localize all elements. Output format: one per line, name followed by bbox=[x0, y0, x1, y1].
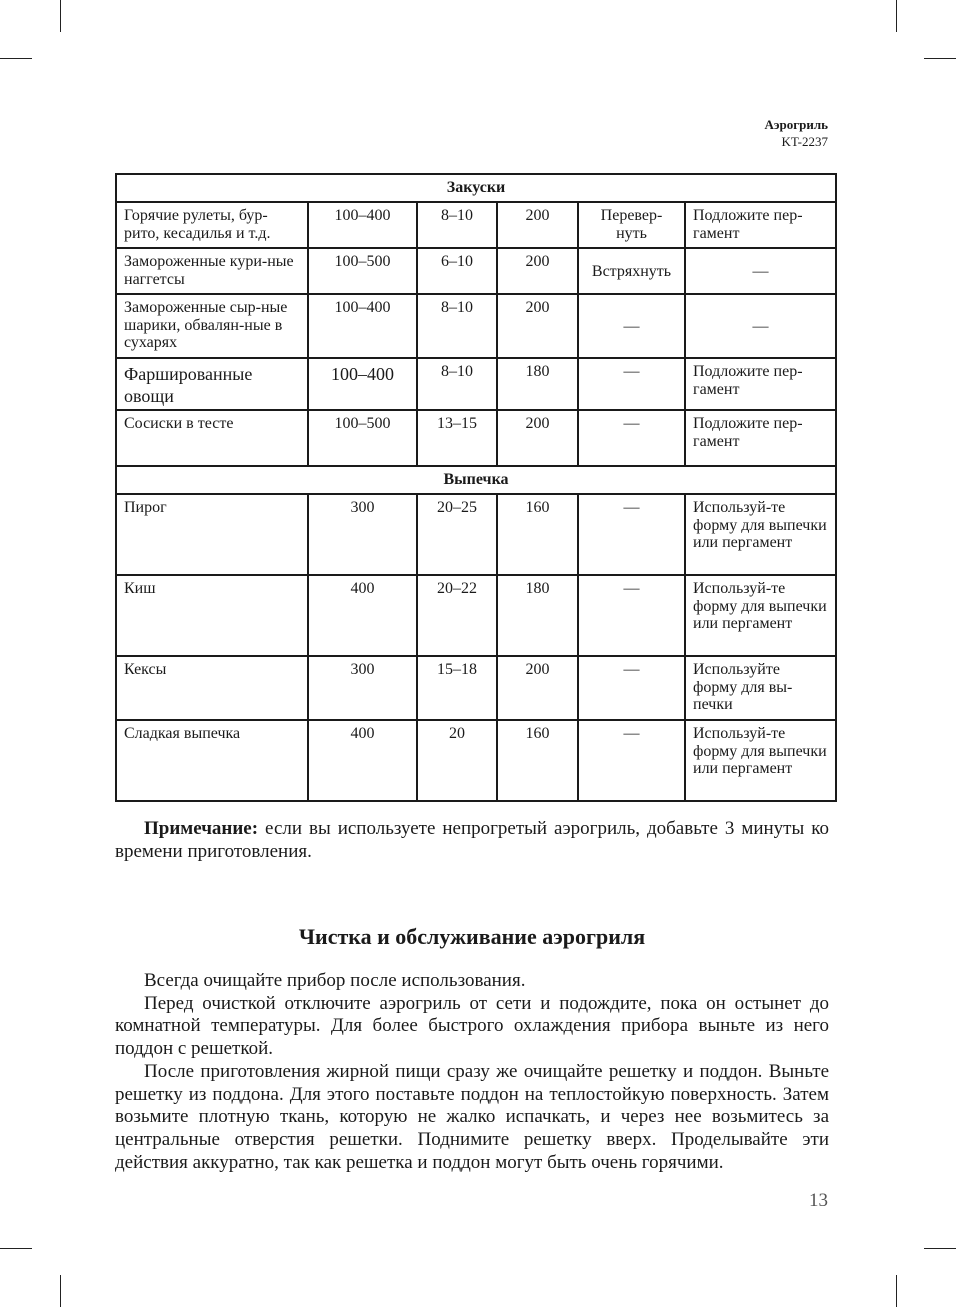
section-title: Закуски bbox=[116, 174, 836, 202]
table-row bbox=[116, 656, 836, 720]
note-text: если вы используете непрогретый аэрогриль, добавьте 3 минуты ко времени приготовления. bbox=[115, 818, 829, 862]
weight-cell: 100–400 bbox=[308, 202, 417, 248]
section-title: Выпечка bbox=[116, 466, 836, 494]
table-row bbox=[116, 358, 836, 410]
weight-cell: 100–500 bbox=[308, 410, 417, 466]
action-cell: — bbox=[578, 494, 685, 575]
temp-cell: 160 bbox=[497, 720, 578, 801]
food-name: Кексы bbox=[116, 656, 308, 720]
weight-cell: 400 bbox=[308, 575, 417, 656]
note-paragraph bbox=[115, 817, 829, 863]
tip-cell: Используй-те форму для выпечки или пергамент bbox=[685, 575, 836, 656]
action-cell: — bbox=[578, 656, 685, 720]
food-name: Пирог bbox=[116, 494, 308, 575]
food-name: Сосиски в тесте bbox=[116, 410, 308, 466]
time-cell: 6–10 bbox=[417, 248, 497, 294]
time-cell: 8–10 bbox=[417, 294, 497, 358]
temp-cell: 160 bbox=[497, 494, 578, 575]
tip-cell: Используй-те форму для выпечки или пергамент bbox=[685, 720, 836, 801]
time-cell: 20–25 bbox=[417, 494, 497, 575]
temp-cell: 200 bbox=[497, 202, 578, 248]
paragraph: После приготовления жирной пищи сразу же очищайте решетку и поддон. Выньте решетку из поддона. Для этого поставьте поддон на теплостойкую поверхность. Затем возьмите плотную ткань, которую не жалко испачкать, и через нее возьмитесь за центральные отверстия решетки. Поднимите решетку вверх. Проделывайте эти действия аккуратно, так как решетка и поддон могут быть очень горячими. bbox=[115, 1060, 829, 1173]
action-cell: — bbox=[578, 410, 685, 466]
weight-cell: 300 bbox=[308, 494, 417, 575]
time-cell: 20–22 bbox=[417, 575, 497, 656]
header-model: KT-2237 bbox=[781, 134, 828, 149]
food-name: Сладкая выпечка bbox=[116, 720, 308, 801]
weight-cell: 100–400 bbox=[308, 294, 417, 358]
tip-cell: Подложите пер-гамент bbox=[685, 410, 836, 466]
time-cell: 8–10 bbox=[417, 202, 497, 248]
time-cell: 15–18 bbox=[417, 656, 497, 720]
food-name: Фаршированные овощи bbox=[116, 358, 308, 410]
action-cell: — bbox=[578, 720, 685, 801]
tip-cell: Подложите пер-гамент bbox=[685, 202, 836, 248]
tip-cell: Подложите пер-гамент bbox=[685, 358, 836, 410]
crop-mark bbox=[60, 1275, 61, 1307]
table-row bbox=[116, 294, 836, 358]
action-cell: Перевер-нуть bbox=[578, 202, 685, 248]
section-header-row bbox=[116, 174, 836, 202]
tip-cell: — bbox=[685, 294, 836, 358]
note-label: Примечание: bbox=[144, 818, 259, 839]
action-cell: — bbox=[578, 575, 685, 656]
table-row bbox=[116, 202, 836, 248]
paragraph: Перед очисткой отключите аэрогриль от сети и подождите, пока он остынет до комнатной температуры. Для более быстрого охлаждения прибора выньте из него поддон с решеткой. bbox=[115, 992, 829, 1060]
tip-cell: — bbox=[685, 248, 836, 294]
temp-cell: 200 bbox=[497, 656, 578, 720]
header-brand: Аэрогриль bbox=[764, 117, 828, 132]
temp-cell: 180 bbox=[497, 575, 578, 656]
food-name: Киш bbox=[116, 575, 308, 656]
weight-cell: 400 bbox=[308, 720, 417, 801]
action-cell: Встряхнуть bbox=[578, 248, 685, 294]
crop-mark bbox=[896, 1275, 897, 1307]
crop-mark bbox=[924, 58, 956, 59]
crop-mark bbox=[0, 1248, 32, 1249]
weight-cell: 100–400 bbox=[308, 358, 417, 410]
running-header bbox=[764, 116, 828, 150]
table-row bbox=[116, 248, 836, 294]
time-cell: 8–10 bbox=[417, 358, 497, 410]
weight-cell: 100–500 bbox=[308, 248, 417, 294]
crop-mark bbox=[0, 58, 32, 59]
page-number: 13 bbox=[809, 1190, 828, 1211]
cleaning-text bbox=[115, 970, 829, 1174]
temp-cell: 200 bbox=[497, 248, 578, 294]
temp-cell: 200 bbox=[497, 410, 578, 466]
crop-mark bbox=[924, 1248, 956, 1249]
time-cell: 20 bbox=[417, 720, 497, 801]
food-name: Горячие рулеты, бур-рито, кесадилья и т.д. bbox=[116, 202, 308, 248]
weight-cell: 300 bbox=[308, 656, 417, 720]
paragraph: Всегда очищайте прибор после использования. bbox=[144, 970, 526, 991]
temp-cell: 180 bbox=[497, 358, 578, 410]
time-cell: 13–15 bbox=[417, 410, 497, 466]
section-header-row bbox=[116, 466, 836, 494]
table-row bbox=[116, 410, 836, 466]
action-cell: — bbox=[578, 358, 685, 410]
table-row bbox=[116, 494, 836, 575]
crop-mark bbox=[896, 0, 897, 32]
section-heading: Чистка и обслуживание аэрогриля bbox=[298, 924, 646, 949]
table-row bbox=[116, 720, 836, 801]
action-cell: — bbox=[578, 294, 685, 358]
food-name: Замороженные сыр-ные шарики, обвалян-ные в сухарях bbox=[116, 294, 308, 358]
crop-mark bbox=[60, 0, 61, 32]
cooking-table bbox=[115, 173, 837, 802]
tip-cell: Используйте форму для вы-печки bbox=[685, 656, 836, 720]
temp-cell: 200 bbox=[497, 294, 578, 358]
tip-cell: Используй-те форму для выпечки или пергамент bbox=[685, 494, 836, 575]
food-name: Замороженные кури-ные наггетсы bbox=[116, 248, 308, 294]
table-row bbox=[116, 575, 836, 656]
